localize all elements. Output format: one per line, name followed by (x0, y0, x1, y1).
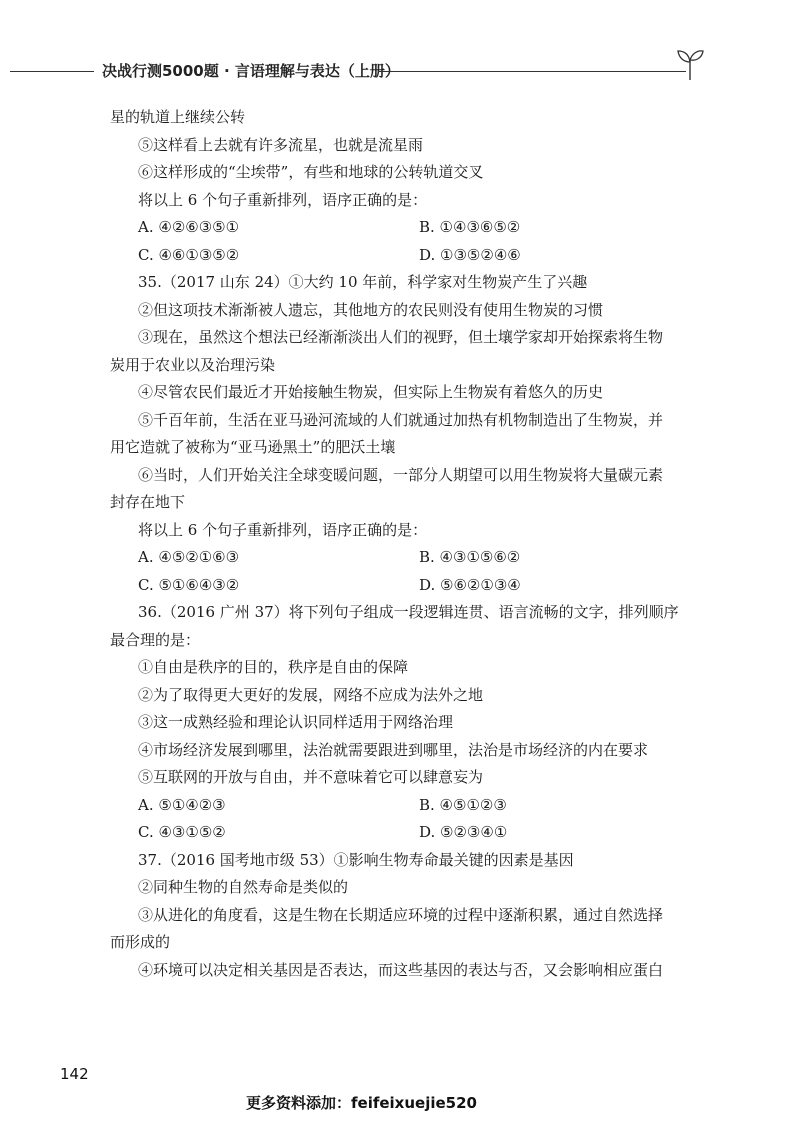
text-line: 将以上 6 个句子重新排列，语序正确的是： (138, 520, 428, 539)
answer-option: A. ⑤①④②③ (138, 795, 226, 814)
text-line: 36.（2016 广州 37）将下列句子组成一段逻辑连贯、语言流畅的文字，排列顺序 (138, 603, 679, 621)
options-row (110, 819, 700, 847)
answer-option: A. ④②⑥③⑤① (138, 218, 240, 236)
page-content (110, 104, 700, 984)
running-header (0, 58, 800, 86)
text-line: ②但这项技术渐渐被人遗忘，其他地方的农民则没有使用生物炭的习惯 (138, 300, 604, 319)
answer-option: D. ⑤②③④① (419, 823, 508, 841)
text-line: ④尽管农民们最近才开始接触生物炭，但实际上生物炭有着悠久的历史 (138, 383, 604, 401)
text-line: 星的轨道上继续公转 (110, 108, 246, 126)
footer-note: 更多资料添加：feifeixuejie520 (246, 1094, 477, 1112)
text-line: ②为了取得更大更好的发展，网络不应成为法外之地 (138, 685, 484, 704)
text-line: 用它造就了被称为“亚马逊黑土”的肥沃土壤 (110, 438, 396, 456)
options-row (110, 242, 700, 270)
answer-option: A. ④⑤②①⑥③ (138, 548, 240, 566)
text-line: ⑥这样形成的“尘埃带”，有些和地球的公转轨道交叉 (138, 163, 484, 181)
text-line: ⑤互联网的开放与自由，并不意味着它可以肆意妄为 (138, 768, 484, 786)
text-line: ⑤千百年前，生活在亚马逊河流域的人们就通过加热有机物制造出了生物炭，并 (138, 410, 664, 429)
text-line: 最合理的是： (110, 630, 201, 649)
text-line: 炭用于农业以及治理污染 (110, 355, 276, 374)
text-line: ①自由是秩序的目的，秩序是自由的保障 (138, 658, 409, 676)
answer-option: D. ①③⑤②④⑥ (419, 245, 521, 264)
text-line: ③这一成熟经验和理论认识同样适用于网络治理 (138, 713, 454, 731)
text-line: ③从进化的角度看，这是生物在长期适应环境的过程中逐渐积累，通过自然选择 (138, 905, 664, 924)
answer-option: C. ④⑥①③⑤② (138, 245, 240, 264)
answer-option: C. ⑤①⑥④③② (138, 575, 240, 594)
options-row (110, 214, 700, 242)
text-line: ②同种生物的自然寿命是类似的 (138, 878, 349, 896)
sprout-icon (674, 46, 706, 82)
text-line: 37.（2016 国考地市级 53）①影响生物寿命最关键的因素是基因 (138, 850, 574, 869)
text-line: ④环境可以决定相关基因是否表达，而这些基因的表达与否，又会影响相应蛋白 (138, 960, 664, 979)
text-line: 而形成的 (110, 933, 171, 951)
text-line: ④市场经济发展到哪里，法治就需要跟进到哪里，法治是市场经济的内在要求 (138, 740, 649, 759)
answer-option: D. ⑤⑥②①③④ (419, 575, 521, 594)
options-row (110, 544, 700, 572)
header-rule-right (378, 71, 686, 72)
answer-option: B. ①④③⑥⑤② (419, 218, 521, 236)
text-line: 35.（2017 山东 24）①大约 10 年前，科学家对生物炭产生了兴趣 (138, 273, 588, 291)
page-number: 142 (60, 1065, 89, 1083)
answer-option: C. ④③①⑤② (138, 823, 226, 841)
header-rule-left (10, 71, 94, 72)
text-line: ⑥当时，人们开始关注全球变暖问题，一部分人期望可以用生物炭将大量碳元素 (138, 465, 664, 484)
answer-option: B. ④⑤①②③ (419, 795, 507, 814)
options-row (110, 792, 700, 820)
answer-option: B. ④③①⑤⑥② (419, 548, 521, 566)
text-line: ⑤这样看上去就有许多流星，也就是流星雨 (138, 135, 424, 154)
options-row (110, 572, 700, 600)
text-line: 将以上 6 个句子重新排列，语序正确的是： (138, 190, 428, 209)
text-line: ③现在，虽然这个想法已经渐渐淡出人们的视野，但土壤学家却开始探索将生物 (138, 328, 664, 346)
header-title: 决战行测5000题 · 言语理解与表达（上册） (102, 62, 400, 80)
text-line: 封存在地下 (110, 493, 186, 511)
